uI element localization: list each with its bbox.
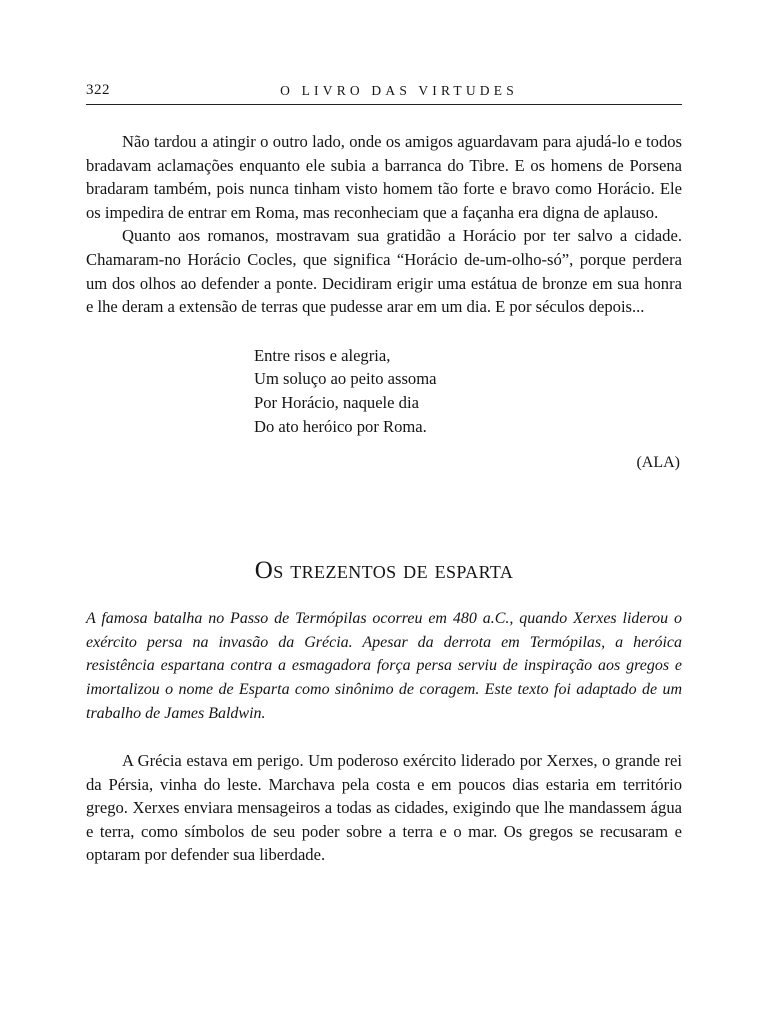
section-intro: A famosa batalha no Passo de Termópilas ocorreu em 480 a.C., quando Xerxes liderou o exército persa na invasão da Grécia. Apesar da derrota em Termópilas, a heróica resistência espartana contra a esmagadora força persa serviu de inspiração aos gregos e imortalizou o nome de Esparta como sinônimo de coragem. Este texto foi adaptado de um trabalho de James Baldwin. (86, 610, 682, 722)
poem-line: Do ato heróico por Roma. (254, 416, 427, 436)
paragraph-greece-in-danger: A Grécia estava em perigo. Um poderoso exército liderado por Xerxes, o grande rei da Pérsia, vinha do leste. Marchava pela costa e em poucos dias estaria em território grego. Xerxes enviara mensageiros a todas as cidades, exigindo que lhe mandassem água e terra, como símbolos de seu poder sobre a terra e o mar. Os gregos se recusaram e optaram por defender sua liberdade. (86, 751, 682, 865)
poem (254, 344, 682, 438)
poem-line: Por Horácio, naquele dia (254, 392, 419, 412)
page-number: 322 (86, 82, 110, 98)
running-head (86, 78, 682, 105)
section-title: Os trezentos de esparta (254, 557, 514, 585)
attribution: (ALA) (636, 454, 680, 472)
poem-line: Entre risos e alegria, (254, 345, 391, 365)
book-page (86, 78, 682, 867)
paragraph-horacio-crossing: Não tardou a atingir o outro lado, onde os amigos aguardavam para ajudá-lo e todos bradavam aclamações enquanto ele subia a barranca do Tibre. E os homens de Porsena bradaram também, pois nunca tinham visto homem tão forte e bravo como Horácio. Ele os impedira de entrar em Roma, mas reconheciam que a façanha era digna de aplauso. (86, 132, 682, 222)
book-title: O LIVRO DAS VIRTUDES (280, 83, 518, 98)
poem-line: Um soluço ao peito assoma (254, 369, 437, 389)
paragraph-romans-gratitude: Quanto aos romanos, mostravam sua gratidão a Horácio por ter salvo a cidade. Chamaram-no Horácio Cocles, que significa “Horácio de-um-olho-só”, porque perdera um dos olhos ao defender a ponte. Decidiram erigir uma estátua de bronze em sua honra e lhe deram a extensão de terras que pudesse arar em um dia. E por séculos depois... (86, 226, 682, 317)
